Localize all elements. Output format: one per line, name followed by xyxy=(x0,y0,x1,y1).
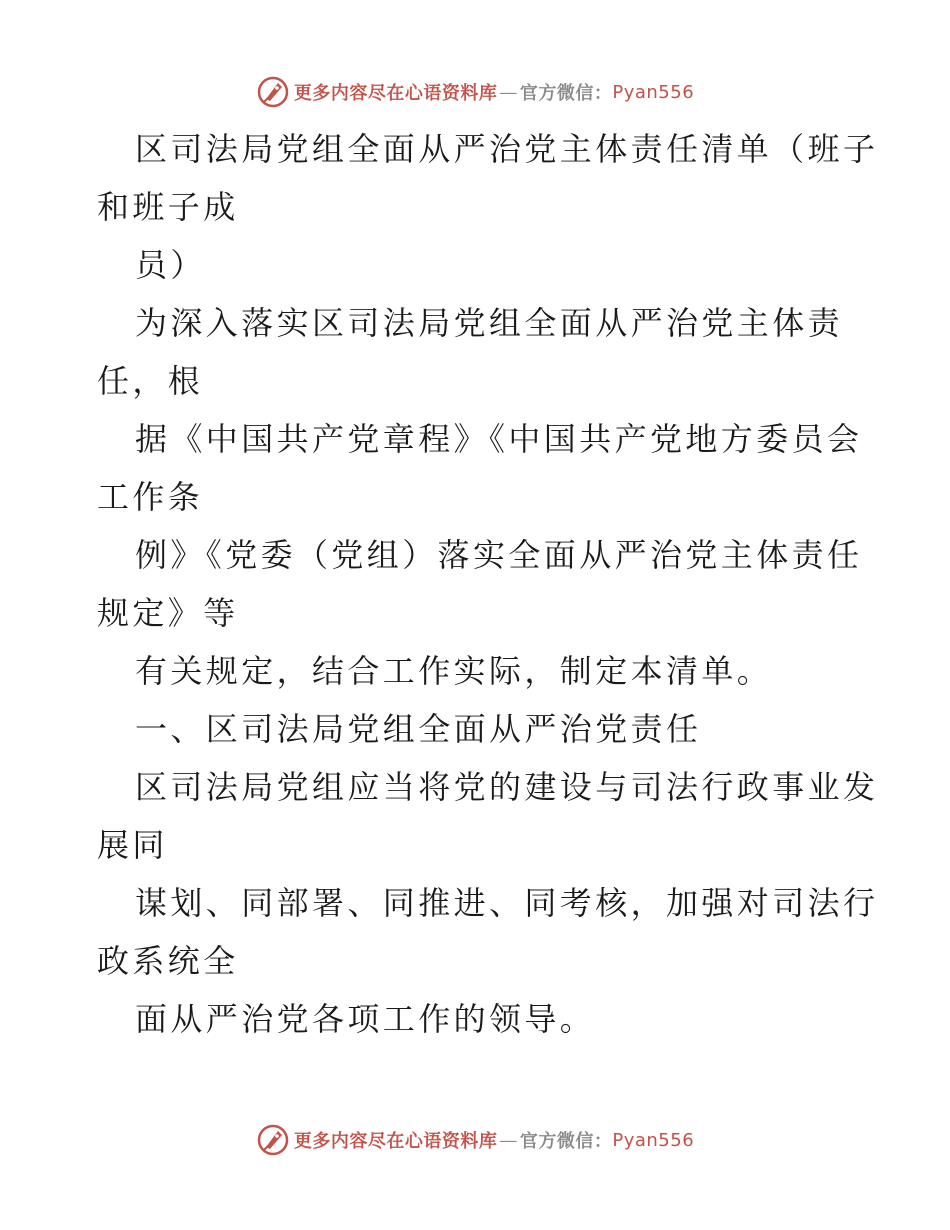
body-line: 政系统全 xyxy=(97,942,239,980)
banner-site-text: 更多内容尽在心语资料库 xyxy=(293,1131,498,1152)
body-line: 规定》等 xyxy=(97,594,239,632)
body-line: 和班子成 xyxy=(97,188,239,226)
banner-site-text: 更多内容尽在心语资料库 xyxy=(293,83,498,104)
banner-account: Pyan556 xyxy=(612,81,695,103)
banner-wechat-label: 官方微信： xyxy=(519,1131,613,1152)
body-line: 任，根 xyxy=(97,362,204,400)
body-line: 面从严治党各项工作的领导。 xyxy=(135,1000,596,1038)
section-heading: 一、区司法局党组全面从严治党责任 xyxy=(135,710,702,748)
document-body xyxy=(97,120,879,1048)
banner-account: Pyan556 xyxy=(612,1129,695,1151)
body-line: 工作条 xyxy=(97,478,204,516)
banner-dash: — xyxy=(499,1129,518,1151)
banner-wechat-label: 官方微信： xyxy=(519,83,613,104)
body-line: 谋划、同部署、同推进、同考核，加强对司法行 xyxy=(135,884,879,922)
body-line: 例》《党委（党组）落实全面从严治党主体责任 xyxy=(135,536,863,574)
body-line: 有关规定，结合工作实际，制定本清单。 xyxy=(135,652,773,690)
body-line: 区司法局党组全面从严治党主体责任清单（班子 xyxy=(135,130,879,168)
banner-dash: — xyxy=(499,81,518,103)
body-line: 为深入落实区司法局党组全面从严治党主体责 xyxy=(135,304,844,342)
body-line: 员） xyxy=(135,246,206,284)
header-banner xyxy=(0,72,950,112)
body-line: 区司法局党组应当将党的建设与司法行政事业发 xyxy=(135,768,879,806)
body-line: 据《中国共产党章程》《中国共产党地方委员会 xyxy=(135,420,863,458)
pen-nib-logo-icon xyxy=(256,1123,290,1157)
body-line: 展同 xyxy=(97,826,168,864)
footer-banner xyxy=(0,1120,950,1160)
pen-nib-logo-icon xyxy=(256,75,290,109)
